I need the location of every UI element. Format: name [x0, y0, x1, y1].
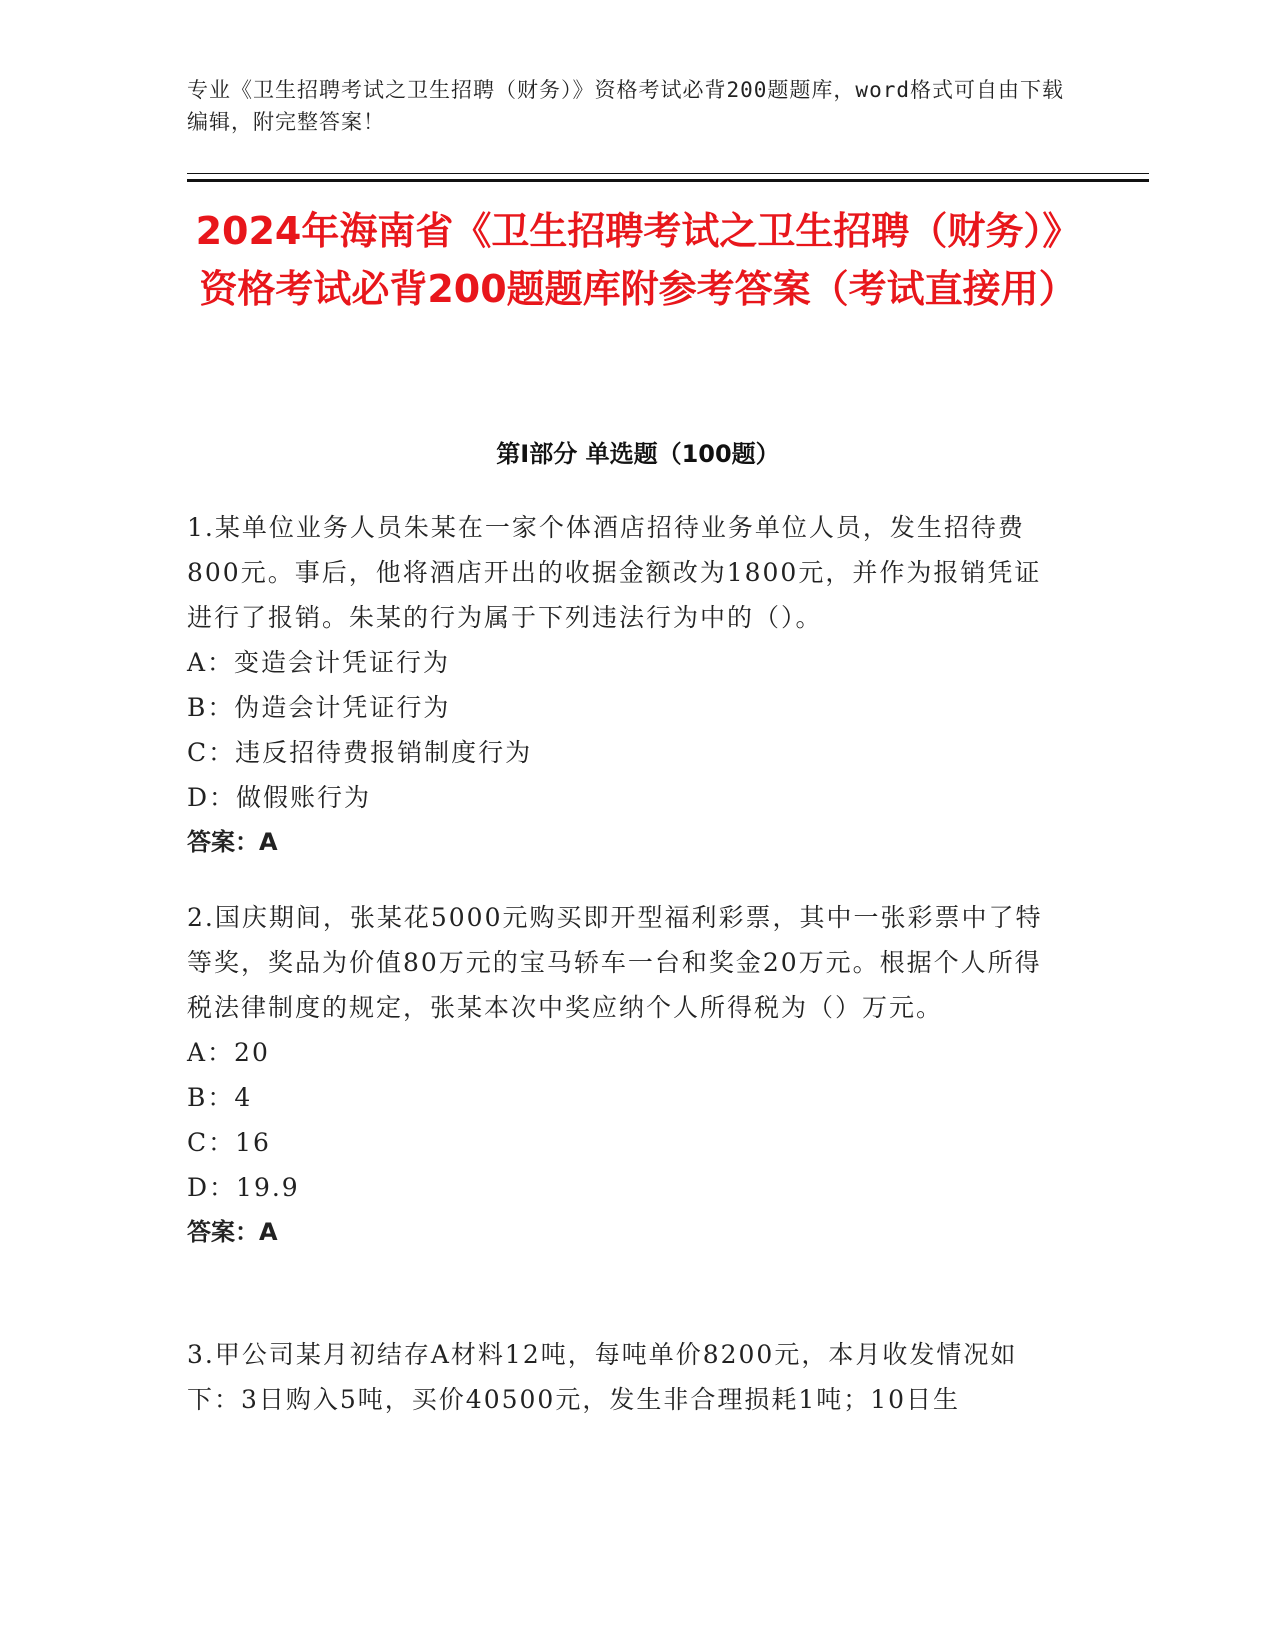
option-a: A：变造会计凭证行为	[187, 648, 451, 677]
option-b: B：伪造会计凭证行为	[187, 693, 451, 722]
question-stem: 2.国庆期间，张某花5000元购买即开型福利彩票，其中一张彩票中了特等奖，奖品为价值80万元的宝马轿车一台和奖金20万元。根据个人所得税法律制度的规定，张某本次中奖应纳个人所得税为（）万元。	[187, 903, 1043, 1022]
question-stem: 3.甲公司某月初结存A材料12吨，每吨单价8200元，本月收发情况如下：3日购入5吨，买价40500元，发生非合理损耗1吨；10日生	[187, 1340, 1018, 1414]
answer-text: 答案：A	[187, 1218, 278, 1246]
question-3	[187, 1332, 1067, 1422]
document-title: 2024年海南省《卫生招聘考试之卫生招聘（财务）》资格考试必背200题题库附参考答案（考试直接用）	[195, 209, 1081, 311]
option-d: D：19.9	[187, 1173, 300, 1202]
option-d: D：做假账行为	[187, 783, 372, 812]
header-note: 专业《卫生招聘考试之卫生招聘（财务）》资格考试必背200题题库，word格式可自由下载编辑，附完整答案！	[187, 78, 1064, 134]
question-stem: 1.某单位业务人员朱某在一家个体酒店招待业务单位人员，发生招待费800元。事后，他将酒店开出的收据金额改为1800元，并作为报销凭证进行了报销。朱某的行为属于下列违法行为中的（）。	[187, 513, 1042, 632]
option-a: A：20	[187, 1038, 270, 1067]
question-2	[187, 895, 1067, 1255]
section-heading: 第I部分 单选题（100题）	[496, 440, 780, 468]
option-c: C：违反招待费报销制度行为	[187, 738, 533, 767]
option-c: C：16	[187, 1128, 271, 1157]
header-divider-thick	[187, 179, 1149, 182]
option-b: B：4	[187, 1083, 253, 1112]
header-divider-thin	[187, 173, 1149, 174]
question-1	[187, 505, 1067, 865]
answer-text: 答案：A	[187, 828, 278, 856]
